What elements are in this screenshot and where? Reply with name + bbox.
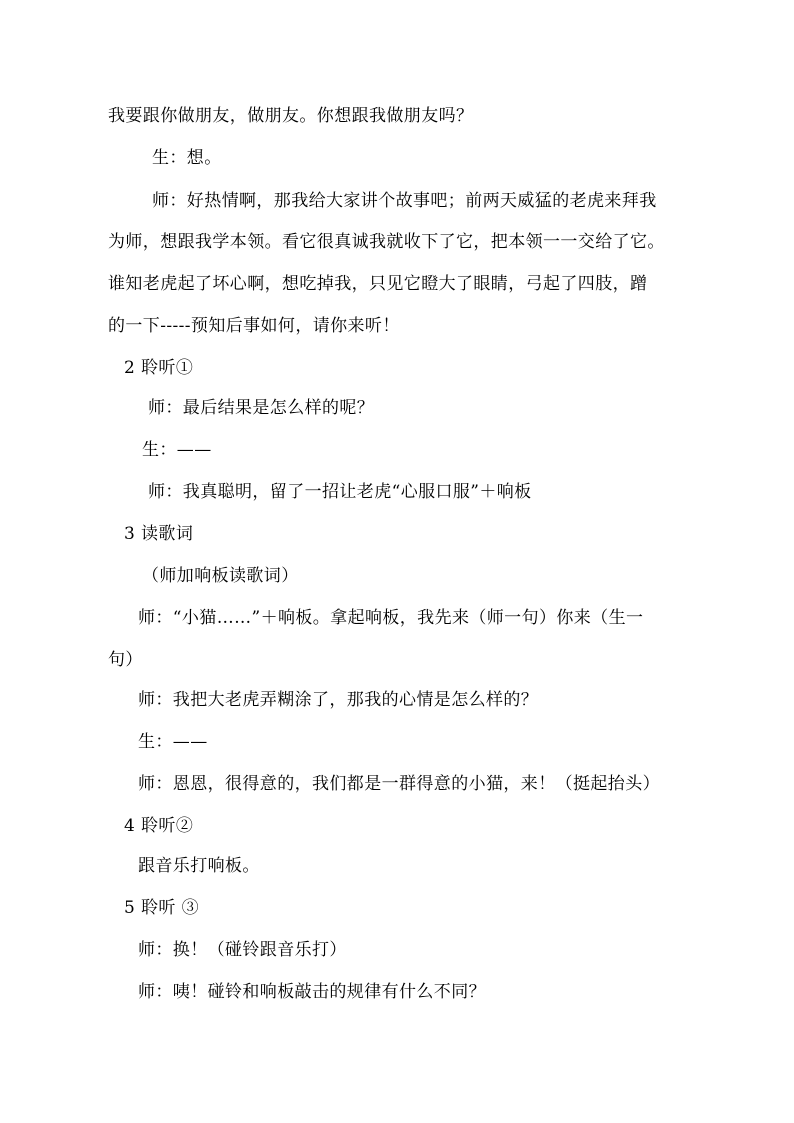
text-line-21: 师：换！（碰铃跟音乐打） xyxy=(138,940,347,960)
text-line-1: 我要跟你做朋友，做朋友。你想跟我做朋友吗？ xyxy=(108,106,474,126)
text-line-13: 师：“小猫……”＋响板。拿起响板，我先来（师一句）你来（生一 xyxy=(138,608,644,628)
text-line-4: 为师，想跟我学本领。看它很真诚我就收下了它，把本领一一交给了它。 xyxy=(108,232,665,252)
text-line-14: 句） xyxy=(108,650,143,670)
text-line-2: 生：想。 xyxy=(152,148,222,168)
text-line-19: 跟音乐打响板。 xyxy=(138,856,260,876)
text-line-22: 师：咦！碰铃和响板敲击的规律有什么不同？ xyxy=(138,982,486,1002)
text-line-17: 师：恩恩，很得意的，我们都是一群得意的小猫，来！（挺起抬头） xyxy=(138,774,660,794)
text-line-15: 师：我把大老虎弄糊涂了，那我的心情是怎么样的？ xyxy=(138,690,539,710)
text-line-3: 师：好热情啊，那我给大家讲个故事吧；前两天威猛的老虎来拜我 xyxy=(152,191,657,211)
text-line-12: （师加响板读歌词） xyxy=(142,566,299,586)
section-heading-5: 5 聆听 ③ xyxy=(124,898,200,918)
section-heading-2: 2 聆听① xyxy=(124,358,194,378)
text-line-9: 生：—— xyxy=(142,440,212,460)
text-line-6: 的一下-----预知后事如何，请你来听！ xyxy=(108,316,400,336)
text-line-16: 生：—— xyxy=(138,732,208,752)
text-line-8: 师：最后结果是怎么样的呢？ xyxy=(148,398,375,418)
text-line-10: 师：我真聪明，留了一招让老虎“心服口服”＋响板 xyxy=(148,482,532,502)
text-line-5: 谁知老虎起了坏心啊，想吃掉我，只见它瞪大了眼睛，弓起了四肢，蹭 xyxy=(108,274,648,294)
section-heading-4: 4 聆听② xyxy=(124,816,194,836)
section-heading-3: 3 读歌词 xyxy=(124,524,194,544)
